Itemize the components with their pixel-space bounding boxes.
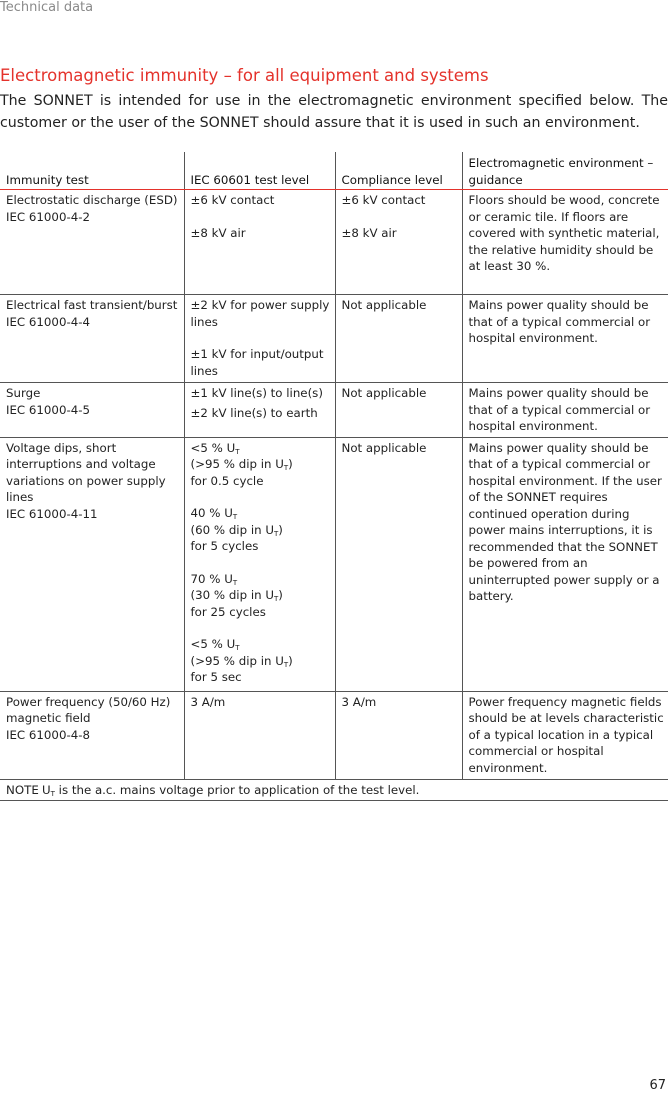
table-row	[0, 295, 668, 383]
test-name: Electrical fast transient/burst	[6, 298, 178, 312]
compliance-item: 3 A/m	[341, 694, 377, 709]
test-level-cell	[184, 691, 335, 779]
compliance-level-cell	[335, 691, 462, 779]
note-symbol: U	[42, 782, 51, 797]
test-standard: IEC 61000-4-2	[6, 209, 90, 224]
table-row	[0, 691, 668, 779]
page-number: 67	[649, 1078, 666, 1093]
guidance-cell: Power frequency magnetic fields should be at levels characteristic of a typical location in a typical commercial or hospital environment.	[462, 691, 668, 779]
test-standard: IEC 61000-4-11	[6, 506, 98, 521]
dip-level-duration: for 0.5 cycle	[190, 473, 264, 488]
immunity-test-cell	[0, 437, 184, 691]
compliance-item: ±6 kV contact	[341, 193, 426, 207]
intro-paragraph: The SONNET is intended for use in the electromagnetic environment specified below. The customer or the user of the SONNET should assure that it is used in such an environment.	[0, 93, 668, 131]
test-standard: IEC 61000-4-5	[6, 402, 90, 417]
header-immunity-test: Immunity test	[0, 152, 184, 190]
dip-level-percent: 40 % $U_T$	[190, 506, 238, 521]
running-head: Technical data	[0, 0, 94, 15]
test-standard: IEC 61000-4-8	[6, 727, 90, 742]
dip-level-duration: for 5 cycles	[190, 539, 259, 553]
test-level-cell	[184, 190, 335, 295]
table-note	[0, 779, 668, 801]
dip-level-description: (>95 % dip in $U_T$)	[190, 653, 293, 669]
dip-level-group	[191, 636, 331, 686]
compliance-level-cell	[335, 295, 462, 383]
test-name: Electrostatic discharge (ESD)	[6, 193, 178, 207]
guidance-cell: Mains power quality should be that of a typical commercial or hospital environment.	[462, 383, 668, 438]
compliance-item: Not applicable	[341, 298, 427, 312]
immunity-test-cell	[0, 383, 184, 438]
immunity-test-cell	[0, 691, 184, 779]
compliance-level-cell	[335, 190, 462, 295]
test-name: Surge	[6, 386, 41, 400]
dip-level-group	[191, 505, 331, 555]
section-title: Electromagnetic immunity – for all equipment and systems	[0, 66, 489, 85]
test-level-item: ±2 kV line(s) to earth	[190, 405, 318, 420]
header-guidance: Electromagnetic environment – guidance	[462, 152, 668, 190]
table-header-row	[0, 152, 668, 190]
compliance-item: ±8 kV air	[341, 225, 397, 240]
note-subscript: T	[50, 789, 55, 798]
test-name: Power frequency (50/60 Hz) magnetic field	[6, 694, 171, 725]
immunity-test-cell	[0, 295, 184, 383]
test-level-cell	[184, 383, 335, 438]
dip-level-description: (30 % dip in $U_T$)	[190, 588, 283, 603]
guidance-cell: Mains power quality should be that of a typical commercial or hospital environment.	[462, 295, 668, 383]
immunity-test-cell	[0, 190, 184, 295]
dip-level-percent: <5 % $U_T$	[190, 637, 240, 652]
table-note-row	[0, 779, 668, 801]
test-level-item: ±2 kV for power supply lines	[190, 298, 330, 329]
table-row	[0, 190, 668, 295]
table-row	[0, 383, 668, 438]
compliance-item: Not applicable	[341, 386, 427, 400]
dip-level-group	[191, 440, 331, 490]
table-row	[0, 437, 668, 691]
test-level-cell	[184, 437, 335, 691]
dip-level-percent: 70 % $U_T$	[190, 571, 238, 587]
test-level-item: ±8 kV air	[190, 225, 246, 240]
header-compliance-level: Compliance level	[335, 152, 462, 190]
test-standard: IEC 61000-4-4	[6, 314, 90, 329]
test-level-item: ±6 kV contact	[190, 193, 275, 207]
dip-level-description: (60 % dip in $U_T$)	[190, 522, 283, 538]
dip-level-group	[191, 571, 331, 621]
test-level-item: ±1 kV for input/output lines	[190, 347, 324, 378]
test-level-cell	[184, 295, 335, 383]
dip-level-duration: for 25 cycles	[190, 604, 266, 619]
test-name: Voltage dips, short interruptions and voltage variations on power supply lines	[6, 440, 166, 504]
compliance-level-cell	[335, 383, 462, 438]
compliance-item: Not applicable	[341, 440, 427, 455]
compliance-level-cell	[335, 437, 462, 691]
test-level-item: 3 A/m	[190, 694, 226, 709]
dip-level-duration: for 5 sec	[190, 670, 242, 684]
note-label: NOTE	[6, 782, 39, 797]
note-text: is the a.c. mains voltage prior to application of the test level.	[54, 782, 420, 797]
guidance-cell: Mains power quality should be that of a typical commercial or hospital environment. If the user of the SONNET requires continued operation during power mains interruptions, it is recommended that the SONNET be powered from an uninterrupted power supply or a battery.	[462, 437, 668, 691]
header-test-level: IEC 60601 test level	[184, 152, 335, 190]
guidance-cell: Floors should be wood, concrete or ceramic tile. If floors are covered with synthetic material, the relative humidity should be at least 30 %.	[462, 190, 668, 295]
test-level-item: ±1 kV line(s) to line(s)	[190, 386, 323, 400]
emc-immunity-table	[0, 152, 668, 801]
dip-level-percent: <5 % $U_T$	[190, 440, 240, 456]
dip-level-description: (>95 % dip in $U_T$)	[190, 457, 293, 472]
